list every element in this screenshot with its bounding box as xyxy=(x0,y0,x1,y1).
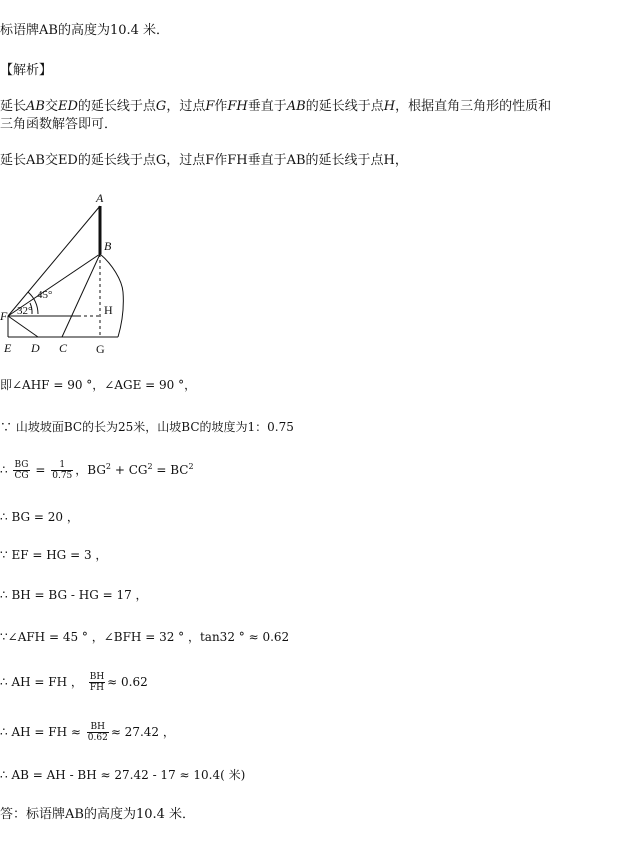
label-b: B xyxy=(104,239,112,253)
label-h: H xyxy=(104,303,113,317)
analysis-text: 垂直于 xyxy=(247,99,287,114)
fraction-denominator: 0.75 xyxy=(52,471,73,481)
fraction-bh-062 xyxy=(87,722,109,743)
fraction-numerator: BH xyxy=(89,672,105,682)
header-answer: 标语牌AB的高度为10.4 米． xyxy=(0,23,170,38)
step-1: 即∠AHF = 90 °，∠AGE = 90 °， xyxy=(0,378,197,392)
label-d: D xyxy=(31,341,40,355)
pythagoras-text: = BC xyxy=(152,463,189,477)
fraction-ratio xyxy=(51,460,73,481)
analysis-text: ，根据直角三角形的性质和 xyxy=(395,99,552,114)
fraction-bh-fh xyxy=(89,672,105,693)
analysis-text: 延长 xyxy=(0,99,27,114)
analysis-text: 交 xyxy=(44,99,58,114)
fraction-numerator: 1 xyxy=(51,460,73,471)
label-e: E xyxy=(4,341,12,355)
exponent: 2 xyxy=(188,462,194,471)
analysis-var: F xyxy=(205,99,215,114)
step-8 xyxy=(0,672,148,693)
step-9 xyxy=(0,722,175,743)
step-5: ∵ EF = HG = 3 ， xyxy=(0,548,108,562)
equals: = xyxy=(31,463,50,477)
pythagoras-text: + CG xyxy=(111,463,148,477)
hill-curve xyxy=(100,254,123,337)
therefore-symbol: ∴ xyxy=(0,463,8,477)
step-10: ∴ AB = AH - BH ≈ 27.42 - 17 ≈ 10.4( 米) xyxy=(0,768,246,782)
analysis-var: ED xyxy=(57,99,78,114)
analysis-heading: 【解析】 xyxy=(0,63,53,78)
analysis-var: G xyxy=(155,99,167,114)
step-4: ∴ BG = 20 ， xyxy=(0,510,79,524)
geometry-diagram xyxy=(0,190,160,360)
line-fa xyxy=(8,206,100,316)
analysis-line-2: 三角函数解答即可． xyxy=(0,117,118,132)
analysis-text: ，过点 xyxy=(166,99,206,114)
analysis-text: 的延长线于点 xyxy=(305,99,384,114)
step-2: ∵ 山坡坡面BC的长为25米，山坡BC的坡度为1：0.75 xyxy=(0,420,294,434)
analysis-var: AB xyxy=(286,99,306,114)
step-text: ∴ AH = FH ≈ xyxy=(0,725,81,739)
solution-intro: 延长AB交ED的延长线于点G，过点F作FH垂直于AB的延长线于点H， xyxy=(0,153,408,168)
step-text: ≈ 27.42 ， xyxy=(110,725,175,739)
fraction-numerator: BG xyxy=(14,460,29,470)
fraction-bg-cg xyxy=(13,460,29,481)
label-a: A xyxy=(96,191,104,205)
angle-45-label: 45° xyxy=(37,289,53,301)
step-text: ∴ AH = FH ， xyxy=(0,675,83,689)
fraction-numerator: BH xyxy=(87,722,109,733)
label-g: G xyxy=(96,342,105,356)
exponent: 2 xyxy=(147,462,153,471)
pythagoras-text: ，BG xyxy=(75,463,106,477)
label-c: C xyxy=(59,341,68,355)
analysis-text: 作 xyxy=(214,99,228,114)
angle-32-label: 32° xyxy=(17,305,33,317)
analysis-text: 的延长线于点 xyxy=(77,99,156,114)
analysis-var: FH xyxy=(227,99,248,114)
step-6: ∴ BH = BG - HG = 17 ， xyxy=(0,588,148,602)
fraction-denominator: CG xyxy=(14,471,29,481)
fraction-denominator: FH xyxy=(89,683,104,693)
step-7: ∵∠AFH = 45 ° ，∠BFH = 32 ° ，tan32 ° ≈ 0.62 xyxy=(0,630,290,644)
analysis-var: AB xyxy=(26,99,45,114)
analysis-var: H xyxy=(383,99,396,114)
step-text: ≈ 0.62 xyxy=(107,675,148,689)
fraction-denominator: 0.62 xyxy=(87,733,108,743)
label-f: F xyxy=(0,309,8,323)
line-fd xyxy=(8,316,38,337)
analysis-line-1 xyxy=(0,98,551,116)
exponent: 2 xyxy=(105,462,112,471)
final-answer: 答：标语牌AB的高度为10.4 米． xyxy=(0,807,196,822)
step-3 xyxy=(0,458,194,481)
